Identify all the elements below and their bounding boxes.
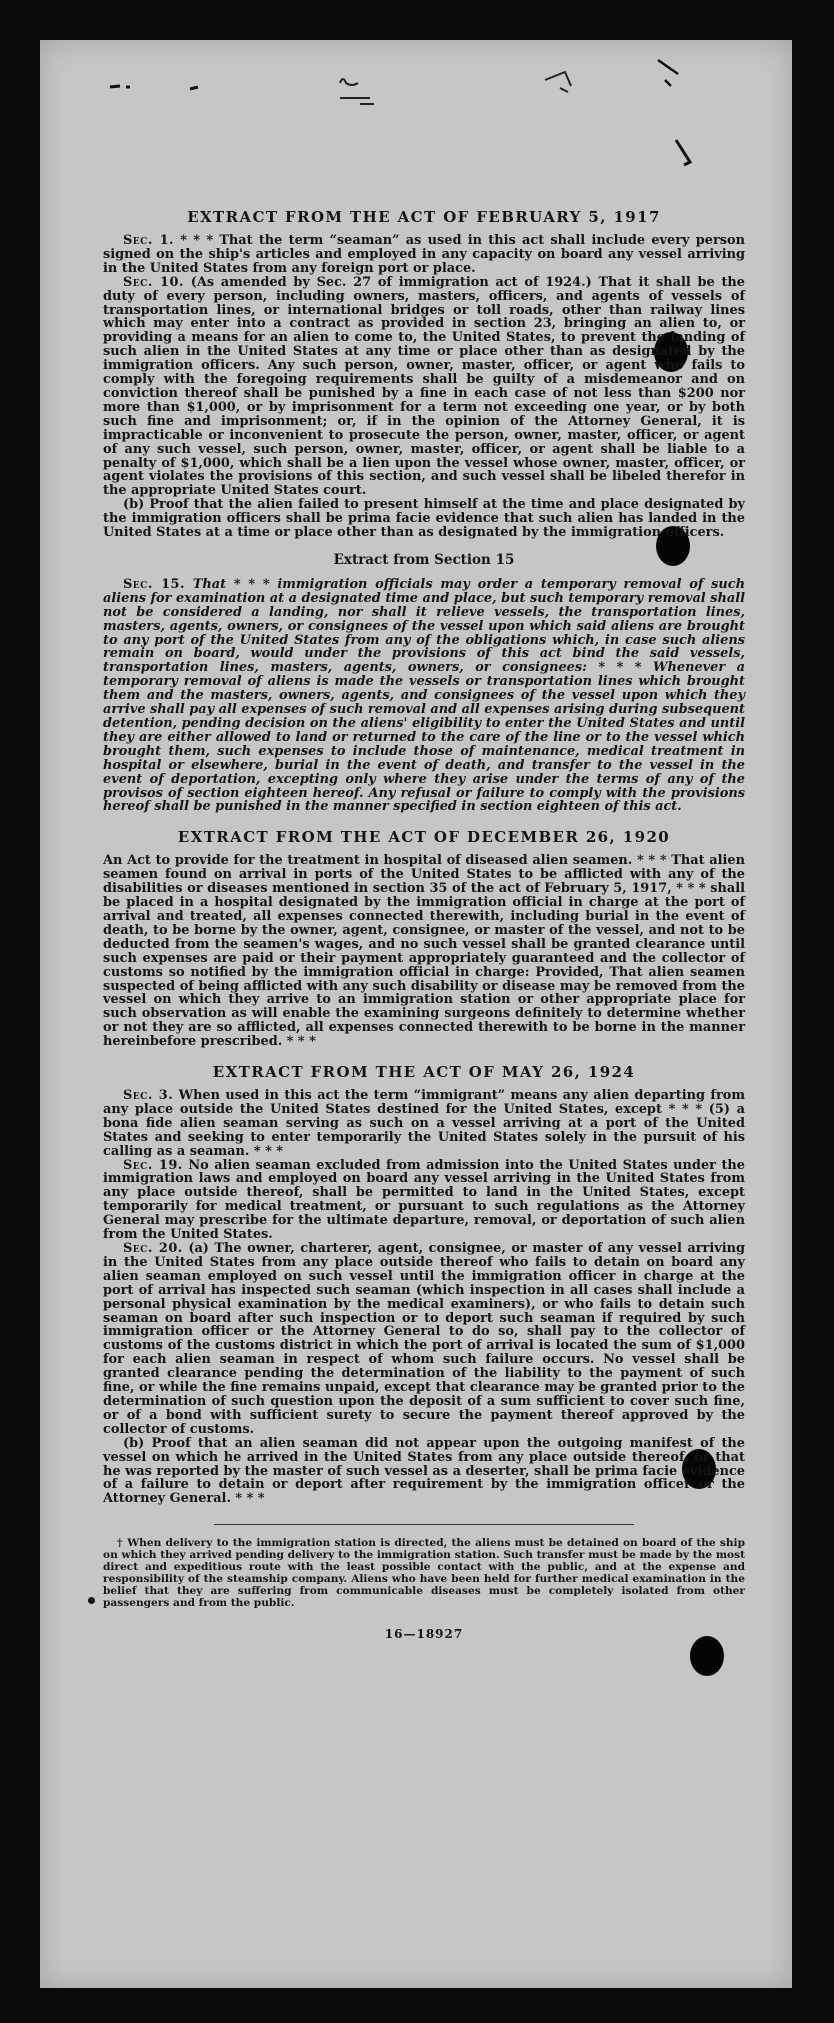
scan-speck bbox=[88, 1597, 95, 1604]
section-lead: Sec. 10. bbox=[123, 274, 184, 290]
paragraph-act-1920: An Act to provide for the treatment in hospital of diseased alien seamen. * * * That alien seamen found on arrival in ports of the United States to be afflicted with any of the disabilities or diseases mentioned in section 35 of the act of February 5, 1917, * * * shall be placed in a hospital designated by the immigration official in charge at the port of arrival and treated, all expenses connected therewith, including burial in the event of death, to be borne by the owner, agent, consignee, or master of the vessel, and not to be deducted from the seamen's wages, and no such vessel shall be granted clearance until such expenses are paid or their payment appropriately guaranteed and the collector of customs so notified by the immigration official in charge: Provided, That alien seamen suspected of being afflicted with any such disability or disease may be removed from the vessel on which they arrive to an immigration station or other appropriate place for such observation as will enable the examining surgeons definitely to determine whether or not they are so afflicted, all expenses connected therewith to be borne in the manner hereinbefore prescribed. * * * bbox=[103, 853, 745, 1050]
paragraph-sec-10b: (b) Proof that the alien failed to present himself at the time and place designated by the immigration officers shall be prima facie evidence that such alien has landed in the United States at a time or place other than as designated by the immigration officers. bbox=[103, 497, 745, 541]
paragraph-sec-20b: (b) Proof that an alien seaman did not appear upon the outgoing manifest of the vessel on which he arrived in the United States from any place outside thereof, or that he was reported by the master of such vessel as a deserter, shall be prima facie evidence of a failure to detain or deport after requirement by the immigration officer or the Attorney General. * * * bbox=[103, 1435, 745, 1507]
footnote: † When delivery to the immigration station is directed, the aliens must be detained on board of the ship on which they arrived pending delivery to the immigration station. Such transfer must be made by the most direct and expeditious route with the least possible contact with the public, and at the expense and responsibility of the steamship company. Aliens who have been held for further medical examination in the belief that they are suffering from communicable diseases must be completely isolated from other passengers and from the public. bbox=[103, 1537, 745, 1610]
document-sheet bbox=[40, 40, 792, 1988]
document-body bbox=[103, 208, 745, 1641]
section-lead: (b) bbox=[123, 1435, 145, 1451]
paragraph-sec-1: Sec. 1. * * * That the term “seaman” as used in this act shall include every person signed on the ship's articles and employed in any capacity on board any vessel arriving in the United States from any foreign port or place. bbox=[103, 233, 745, 276]
section-lead: Sec. 19. bbox=[123, 1157, 183, 1173]
section-lead: Sec. 20. bbox=[123, 1241, 183, 1256]
section-lead: Sec. 1. bbox=[123, 233, 175, 248]
paragraph-sec-3: Sec. 3. When used in this act the term “immigrant” means any alien departing from any place outside the United States destined for the United States, except * * * (5) a bona fide alien seaman serving as such on a vessel arriving at a port of the United States and seeking to enter temporarily the United States solely in the pursuit of his calling as a seaman. * * * bbox=[103, 1088, 745, 1159]
subheading-section-15: Extract from Section 15 bbox=[333, 551, 515, 568]
heading-act-1917: EXTRACT FROM THE ACT OF FEBRUARY 5, 1917 bbox=[187, 208, 661, 226]
heading-act-1920: EXTRACT FROM THE ACT OF DECEMBER 26, 1920 bbox=[177, 828, 671, 847]
section-lead: Sec. 15. bbox=[123, 576, 186, 592]
paragraph-sec-19: Sec. 19. No alien seaman excluded from admission into the United States under the immigration laws and employed on board any vessel arriving in the United States from any place outside thereof, shall be permitted to land in the United States, except temporarily for medical treatment, or pursuant to such regulations as the Attorney General may prescribe for the ultimate departure, removal, or deportation of such alien from the United States. bbox=[103, 1157, 746, 1243]
paragraph-sec-10: Sec. 10. (As amended by Sec. 27 of immigration act of 1924.) That it shall be the duty of every person, including owners, masters, officers, and agents of vessels of transportation lines, or international bridges or toll roads, other than railway lines which may enter into a contract as provided in section 23, bringing an alien to, or providing a means for an alien to come to, the United States, to prevent the landing of such alien in the United States at any time or place other than as designated by the immigration officers. Any such person, owner, master, officer, or agent who fails to comply with the foregoing requirements shall be guilty of a misdemeanor and on conviction thereof shall be punished by a fine in each case of not less than $200 nor more than $1,000, or by imprisonment for a term not exceeding one year, or by both such fine and imprisonment; or, if in the opinion of the Attorney General, it is impracticable or inconvenient to prosecute the person, owner, master, officer, or agent of any such vessel, such person, owner, master, officer, or agent shall be liable to a penalty of $1,000, which shall be a lien upon the vessel whose owner, master, officer, or agent violates the provisions of this section, and such vessel shall be libeled therefor in the appropriate United States court. bbox=[103, 274, 746, 499]
paragraph-sec-20: Sec. 20. (a) The owner, charterer, agent, consignee, or master of any vessel arriving in the United States from any place outside thereof who fails to detain on board any alien seaman employed on such vessel until the immigration officer in charge at the port of arrival has inspected such seaman (which inspection in all cases shall include a personal physical examination by the medical examiners), or who fails to detain such seaman on board after such inspection or to deport such seaman if required by such immigration officer or the Attorney General to do so, shall pay to the collector of customs of the customs district in which the port of arrival is located the sum of $1,000 for each alien seaman in respect of whom such failure occurs. No vessel shall be granted clearance pending the determination of the liability to the payment of such fine, or while the fine remains unpaid, except that clearance may be granted prior to the determination of such question upon the deposit of a sum sufficient to cover such fine, or of a bond with sufficient surety to secure the payment thereof approved by the collector of customs. bbox=[103, 1241, 745, 1437]
paragraph-sec-15: Sec. 15. That * * * immigration officials may order a temporary removal of such aliens for examination at a designated time and place, but such temporary removal shall not be considered a landing, nor shall it relieve vessels, the transportation lines, masters, agents, owners, or consignees of the vessel upon which said aliens are brought to any port of the United States from any of the obligations which, in case such aliens remain on board, would under the provisions of this act bind the said vessels, transportation lines, masters, agents, owners, or consignees: * * * Whenever a temporary removal of aliens is made the vessels or transportation lines which brought them and the masters, owners, agents, and consignees of the vessel upon which they arrive shall pay all expenses of such removal and all expenses arising during subsequent detention, pending decision on the aliens' eligibility to enter the United States and until they are either allowed to land or returned to the care of the line or to the vessel which brought them, such expenses to include those of maintenance, medical treatment in hospital or elsewhere, burial in the event of death, and transfer to the vessel in the event of deportation, excepting only where they arise under the terms of any of the provisos of section eighteen hereof. Any refusal or failure to comply with the provisions hereof shall be punished in the manner specified in section eighteen of this act. bbox=[103, 576, 745, 815]
heading-act-1924: EXTRACT FROM THE ACT OF MAY 26, 1924 bbox=[212, 1063, 636, 1082]
binder-hole-4 bbox=[690, 1636, 724, 1676]
section-lead: (b) bbox=[123, 497, 145, 513]
section-lead: Sec. 3. bbox=[123, 1088, 174, 1104]
footnote-divider bbox=[214, 1524, 634, 1525]
form-code: 16—18927 bbox=[384, 1627, 464, 1642]
